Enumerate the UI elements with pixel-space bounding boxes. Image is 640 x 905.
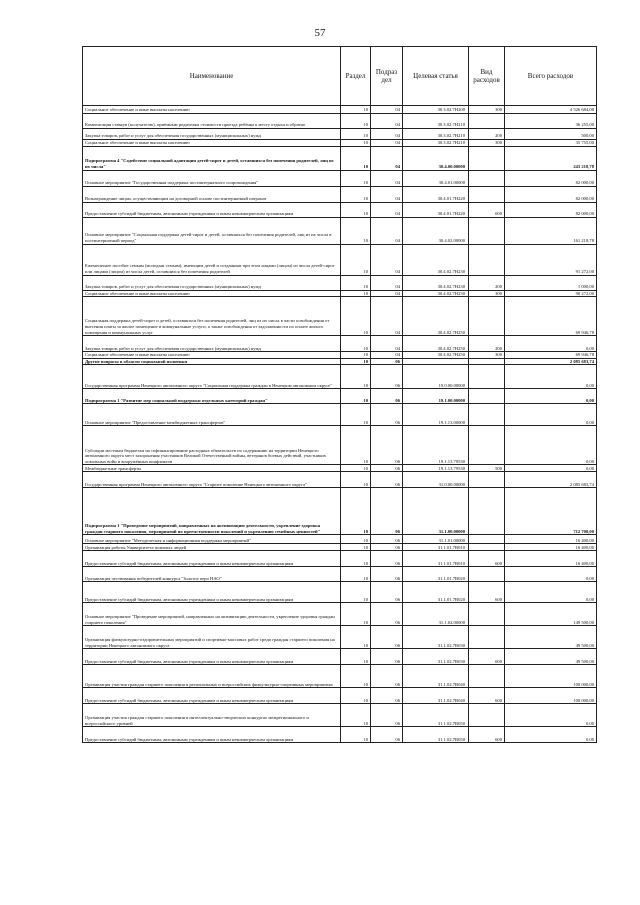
cell-total: 69 946,78 xyxy=(505,352,597,359)
table-row xyxy=(83,688,597,704)
cell-subsection: 06 xyxy=(371,358,403,365)
cell-section: 10 xyxy=(341,114,371,129)
cell-section: 10 xyxy=(341,297,371,336)
cell-target: 19.1.00.00000 xyxy=(403,389,469,404)
cell-section: 10 xyxy=(341,582,371,603)
cell-subsection: 06 xyxy=(371,535,403,544)
cell-total: 90 272,00 xyxy=(505,290,597,297)
cell-target: 30.3.02.7Н200 xyxy=(403,106,469,114)
cell-section: 10 xyxy=(341,336,371,352)
table-row xyxy=(83,727,597,743)
cell-total: 0,00 xyxy=(505,336,597,352)
cell-subsection: 04 xyxy=(371,290,403,297)
cell-section: 10 xyxy=(341,170,371,186)
cell-expense-type xyxy=(469,404,505,426)
cell-target: 30.4.02.7Н250 xyxy=(403,336,469,352)
cell-total: 69 946,78 xyxy=(505,297,597,336)
cell-expense-type xyxy=(469,535,505,544)
cell-section: 10 xyxy=(341,275,371,290)
cell-section: 10 xyxy=(341,217,371,244)
cell-total: 0,00 xyxy=(505,365,597,389)
cell-name: Предоставление субсидий бюджетным, автономным учреждениям и иным некоммерческим организациям xyxy=(83,582,341,603)
table-row xyxy=(83,603,597,626)
cell-total: 1 000,00 xyxy=(505,275,597,290)
cell-section: 10 xyxy=(341,727,371,743)
cell-section: 10 xyxy=(341,106,371,114)
cell-name: Основное мероприятие "Государственная поддержка постинтернатного сопровождения" xyxy=(83,170,341,186)
cell-total: 0,00 xyxy=(505,426,597,465)
cell-section: 10 xyxy=(341,626,371,649)
cell-name: Основное мероприятие "Методическая и информационная поддержка мероприятий" xyxy=(83,535,341,544)
cell-target: 19.1.13.79530 xyxy=(403,426,469,465)
table-header-row xyxy=(83,47,597,106)
cell-target: 31.1.00.00000 xyxy=(403,488,469,535)
cell-target: 31.1.02.7В050 xyxy=(403,704,469,727)
table-row xyxy=(83,186,597,202)
cell-name: Государственная программа Ненецкого автономного округа "Старшее поколение Ненецкого автономного округа" xyxy=(83,472,341,488)
cell-section: 10 xyxy=(341,365,371,389)
cell-total: 500,00 xyxy=(505,129,597,140)
cell-section: 10 xyxy=(341,688,371,704)
cell-expense-type xyxy=(469,567,505,582)
cell-name: Закупка товаров, работ и услуг для обеспечения государственных (муниципальных) нужд xyxy=(83,129,341,140)
cell-expense-type: 600 xyxy=(469,582,505,603)
cell-total: 4 526 684,08 xyxy=(505,106,597,114)
cell-target: 19.1.13.79530 xyxy=(403,465,469,472)
cell-section: 10 xyxy=(341,603,371,626)
cell-total: 16 400,00 xyxy=(505,535,597,544)
cell-total: 712 700,00 xyxy=(505,488,597,535)
cell-name: Предоставление субсидий бюджетным, автономным учреждениям и иным некоммерческим организациям xyxy=(83,727,341,743)
cell-section: 10 xyxy=(341,665,371,688)
table-row xyxy=(83,275,597,290)
cell-target: 30.4.02.7Н250 xyxy=(403,352,469,359)
cell-name: Ежемесячное пособие семьям (молодым семьям), имеющим детей и созданным при этом лицами (лицом) из числа детей-сирот или лицами (лицом) из числа детей, оставшихся без попечения родителей xyxy=(83,244,341,275)
cell-expense-type: 200 xyxy=(469,129,505,140)
cell-expense-type xyxy=(469,365,505,389)
cell-target: 30.4.01.7Н220 xyxy=(403,186,469,202)
cell-subsection: 04 xyxy=(371,140,403,147)
table-row xyxy=(83,704,597,727)
cell-total: 91 272,00 xyxy=(505,244,597,275)
table-row xyxy=(83,129,597,140)
cell-subsection: 06 xyxy=(371,688,403,704)
cell-name: Другие вопросы в области социальной политики xyxy=(83,358,341,365)
cell-expense-type xyxy=(469,358,505,365)
cell-subsection: 06 xyxy=(371,465,403,472)
cell-expense-type xyxy=(469,297,505,336)
cell-section: 10 xyxy=(341,186,371,202)
cell-expense-type: 600 xyxy=(469,202,505,217)
cell-subsection: 06 xyxy=(371,472,403,488)
budget-table xyxy=(82,46,597,743)
cell-section: 10 xyxy=(341,244,371,275)
cell-expense-type xyxy=(469,217,505,244)
cell-name: Подпрограмма 4 "Содействие социальной адаптации детей-сирот и детей, оставшихся без попечения родителей, лиц из их числа" xyxy=(83,146,341,170)
cell-expense-type: 300 xyxy=(469,352,505,359)
header-target: Целевая статья xyxy=(403,47,469,106)
table-row xyxy=(83,544,597,551)
cell-name: Предоставление субсидий бюджетным, автономным учреждениям и иным некоммерческим организациям xyxy=(83,551,341,567)
cell-target: 31.1.02.7В030 xyxy=(403,649,469,665)
cell-expense-type: 300 xyxy=(469,290,505,297)
cell-expense-type xyxy=(469,704,505,727)
cell-subsection: 06 xyxy=(371,551,403,567)
cell-expense-type: 600 xyxy=(469,688,505,704)
cell-target: 30.4.01.7Н220 xyxy=(403,202,469,217)
cell-section: 10 xyxy=(341,146,371,170)
cell-name: Компенсация ставкув (получателю), приёмным родителям стоимости проезда ребёнка к месту отдыха и обратно xyxy=(83,114,341,129)
table-row xyxy=(83,114,597,129)
cell-target: 19.1.13.00000 xyxy=(403,404,469,426)
table-row xyxy=(83,106,597,114)
cell-section: 10 xyxy=(341,404,371,426)
cell-expense-type xyxy=(469,114,505,129)
cell-expense-type: 600 xyxy=(469,551,505,567)
cell-target: 31.1.01.7В020 xyxy=(403,582,469,603)
cell-section: 10 xyxy=(341,544,371,551)
cell-name: Предоставление субсидий бюджетным, автономным учреждениям и иным некоммерческим организациям xyxy=(83,688,341,704)
cell-expense-type xyxy=(469,626,505,649)
cell-subsection: 04 xyxy=(371,244,403,275)
cell-subsection: 04 xyxy=(371,146,403,170)
cell-total: 149 500,00 xyxy=(505,603,597,626)
table-row xyxy=(83,202,597,217)
cell-section: 10 xyxy=(341,129,371,140)
cell-name: Социальная поддержка детей-сирот и детей, оставшихся без попечения родителей, лиц из их числа в части освобождения от внесения платы за жилое помещение и коммунальные услуги, а также освобождения от задолженности по оплате жилого помещения и коммунальных услуг xyxy=(83,297,341,336)
cell-expense-type: 300 xyxy=(469,106,505,114)
cell-total: 0,00 xyxy=(505,727,597,743)
cell-subsection: 04 xyxy=(371,217,403,244)
cell-section: 10 xyxy=(341,202,371,217)
cell-section: 10 xyxy=(341,472,371,488)
cell-subsection: 04 xyxy=(371,352,403,359)
table-row xyxy=(83,140,597,147)
cell-target: 31.1.01.00000 xyxy=(403,535,469,544)
header-total: Всего расходов xyxy=(505,47,597,106)
cell-name: Субсидии местным бюджетам на софинансирование расходных обязательств по содержанию на территории Ненецкого автономного округа мест захоронения участников Великой Отечественной войны, ветеранов боевых действий, участников локальных войн и вооружённых конфликтов xyxy=(83,426,341,465)
cell-subsection: 06 xyxy=(371,389,403,404)
table-row xyxy=(83,352,597,359)
cell-name: Предоставление субсидий бюджетным, автономным учреждениям и иным некоммерческим организациям xyxy=(83,202,341,217)
table-body xyxy=(83,106,597,743)
cell-subsection: 04 xyxy=(371,275,403,290)
cell-expense-type xyxy=(469,472,505,488)
cell-name: Организация физкультурно-оздоровительных мероприятий и спортивно-массовых работ среди граждан старшего поколения на территории Ненецкого автономного округа xyxy=(83,626,341,649)
cell-expense-type xyxy=(469,244,505,275)
cell-name: Социальное обеспечение и иные выплаты населению xyxy=(83,290,341,297)
table-row xyxy=(83,649,597,665)
cell-total: 100 000,00 xyxy=(505,688,597,704)
cell-target: 30.3.02.7Н210 xyxy=(403,129,469,140)
cell-total: 0,00 xyxy=(505,704,597,727)
table-row xyxy=(83,465,597,472)
cell-name: Организация чествования победителей конкурса "Золотое перо НАО" xyxy=(83,567,341,582)
cell-expense-type: 600 xyxy=(469,649,505,665)
table-row xyxy=(83,244,597,275)
cell-target: 30.4.02.7Н230 xyxy=(403,290,469,297)
cell-target: 19.0.00.00000 xyxy=(403,365,469,389)
cell-total: 0,00 xyxy=(505,582,597,603)
cell-expense-type xyxy=(469,389,505,404)
cell-section: 10 xyxy=(341,488,371,535)
cell-total: 82 000,00 xyxy=(505,170,597,186)
cell-name: Вознаграждение лицам, осуществляющим на договорной основе постинтернатный патронат xyxy=(83,186,341,202)
table-row xyxy=(83,365,597,389)
cell-total: 16 400,00 xyxy=(505,544,597,551)
cell-total: 161 218,78 xyxy=(505,217,597,244)
cell-target: 30.4.00.00000 xyxy=(403,146,469,170)
cell-name: Социальное обеспечение и иные выплаты населению xyxy=(83,140,341,147)
table-row xyxy=(83,290,597,297)
cell-section: 10 xyxy=(341,389,371,404)
cell-subsection: 06 xyxy=(371,582,403,603)
cell-name: Основное мероприятие "Проведение мероприятий, направленных на активизацию деятельности, укрепление здоровья граждан старшего поколения" xyxy=(83,603,341,626)
cell-total: 16 400,00 xyxy=(505,551,597,567)
table-row xyxy=(83,582,597,603)
cell-expense-type xyxy=(469,186,505,202)
cell-subsection: 06 xyxy=(371,426,403,465)
cell-subsection: 06 xyxy=(371,544,403,551)
cell-target: 30.4.01.00000 xyxy=(403,170,469,186)
cell-expense-type: 500 xyxy=(469,465,505,472)
cell-expense-type xyxy=(469,665,505,688)
cell-subsection: 06 xyxy=(371,649,403,665)
table-row xyxy=(83,170,597,186)
cell-section: 10 xyxy=(341,290,371,297)
cell-total: 100 000,00 xyxy=(505,665,597,688)
cell-section: 10 xyxy=(341,551,371,567)
cell-name: Закупка товаров, работ и услуг для обеспечения государственных (муниципальных) нужд xyxy=(83,336,341,352)
cell-section: 10 xyxy=(341,358,371,365)
table-row xyxy=(83,535,597,544)
cell-target: 31.0.00.00000 xyxy=(403,472,469,488)
cell-subsection: 04 xyxy=(371,129,403,140)
cell-name: Организация участия граждан старшего поколения в интеллектуально-творческих конкурсах межрегионального и всероссийского уровней xyxy=(83,704,341,727)
header-expense-type: Вид расходов xyxy=(469,47,505,106)
cell-name: Организация участия граждан старшего поколения в региональных и всероссийских физкультурно-спортивных мероприятиях xyxy=(83,665,341,688)
cell-name: Предоставление субсидий бюджетным, автономным учреждениям и иным некоммерческим организациям xyxy=(83,649,341,665)
cell-expense-type xyxy=(469,146,505,170)
cell-subsection: 06 xyxy=(371,603,403,626)
header-name: Наименование xyxy=(83,47,341,106)
cell-name: Организация работы Университета пожилых людей xyxy=(83,544,341,551)
cell-name: Подпрограмма 1 "Развитие мер социальной поддержки отдельных категорий граждан" xyxy=(83,389,341,404)
table-row xyxy=(83,217,597,244)
header-section: Раздел xyxy=(341,47,371,106)
table-row xyxy=(83,567,597,582)
cell-expense-type: 200 xyxy=(469,336,505,352)
cell-section: 10 xyxy=(341,535,371,544)
cell-expense-type xyxy=(469,544,505,551)
table-row xyxy=(83,665,597,688)
cell-section: 10 xyxy=(341,352,371,359)
cell-expense-type: 600 xyxy=(469,727,505,743)
cell-subsection: 06 xyxy=(371,567,403,582)
cell-target: 31.1.02.7В040 xyxy=(403,688,469,704)
table-row xyxy=(83,626,597,649)
cell-expense-type xyxy=(469,603,505,626)
cell-subsection: 04 xyxy=(371,297,403,336)
cell-subsection: 04 xyxy=(371,114,403,129)
cell-name: Социальное обеспечение и иные выплаты населению xyxy=(83,352,341,359)
cell-name: Закупка товаров, работ и услуг для обеспечения государственных (муниципальных) нужд xyxy=(83,275,341,290)
cell-name: Подпрограмма 1 "Проведение мероприятий, направленных на активизацию деятельности, укрепление здоровья граждан старшего поколения, мероприятий по преемственности поколений и укреплению семейных ценностей" xyxy=(83,488,341,535)
table-row xyxy=(83,358,597,365)
cell-target xyxy=(403,358,469,365)
cell-total: 0,00 xyxy=(505,404,597,426)
cell-section: 10 xyxy=(341,426,371,465)
cell-total: 35 755,00 xyxy=(505,140,597,147)
cell-target: 30.4.02.7Н250 xyxy=(403,297,469,336)
cell-expense-type: 200 xyxy=(469,275,505,290)
cell-total: 36 255,00 xyxy=(505,114,597,129)
cell-expense-type xyxy=(469,426,505,465)
cell-subsection: 06 xyxy=(371,727,403,743)
cell-subsection: 04 xyxy=(371,106,403,114)
table-row xyxy=(83,488,597,535)
cell-expense-type xyxy=(469,170,505,186)
cell-subsection: 06 xyxy=(371,365,403,389)
cell-section: 10 xyxy=(341,704,371,727)
table-row xyxy=(83,297,597,336)
table-row xyxy=(83,551,597,567)
table-row xyxy=(83,146,597,170)
cell-subsection: 04 xyxy=(371,186,403,202)
cell-total: 243 218,78 xyxy=(505,146,597,170)
cell-target: 30.4.02.00000 xyxy=(403,217,469,244)
cell-subsection: 06 xyxy=(371,404,403,426)
cell-name: Основное мероприятие "Предоставление межбюджетных трансфертов" xyxy=(83,404,341,426)
cell-total: 49 500,00 xyxy=(505,649,597,665)
cell-total: 82 000,00 xyxy=(505,186,597,202)
cell-expense-type xyxy=(469,488,505,535)
cell-total: 2 085 683,74 xyxy=(505,472,597,488)
cell-name: Основное мероприятие "Социальная поддержка детей-сирот и детей, оставшихся без попечения родителей, лиц из их числа в постинтернатный период" xyxy=(83,217,341,244)
table-row xyxy=(83,426,597,465)
cell-section: 10 xyxy=(341,465,371,472)
cell-subsection: 06 xyxy=(371,626,403,649)
cell-subsection: 06 xyxy=(371,704,403,727)
cell-expense-type: 300 xyxy=(469,140,505,147)
cell-target: 31.1.02.00000 xyxy=(403,603,469,626)
cell-total: 0,00 xyxy=(505,389,597,404)
cell-total: 0,00 xyxy=(505,567,597,582)
cell-target: 30.4.02.7Н230 xyxy=(403,244,469,275)
table-row xyxy=(83,336,597,352)
cell-subsection: 04 xyxy=(371,336,403,352)
cell-total: 0,00 xyxy=(505,465,597,472)
cell-target: 31.1.01.7В010 xyxy=(403,551,469,567)
cell-target: 31.1.01.7В020 xyxy=(403,567,469,582)
cell-target: 30.4.02.7Н230 xyxy=(403,275,469,290)
cell-section: 10 xyxy=(341,567,371,582)
cell-target: 31.1.01.7В010 xyxy=(403,544,469,551)
cell-total: 82 000,00 xyxy=(505,202,597,217)
cell-target: 31.1.02.7В050 xyxy=(403,727,469,743)
cell-section: 10 xyxy=(341,140,371,147)
cell-subsection: 06 xyxy=(371,665,403,688)
table-row xyxy=(83,472,597,488)
cell-target: 31.1.02.7В040 xyxy=(403,665,469,688)
cell-name: Государственная программа Ненецкого автономного округа "Социальная поддержка граждан в Ненецком автономном округе" xyxy=(83,365,341,389)
cell-target: 31.1.02.7В030 xyxy=(403,626,469,649)
cell-total: 49 500,00 xyxy=(505,626,597,649)
table-row xyxy=(83,404,597,426)
page-number: 57 xyxy=(314,27,326,39)
cell-subsection: 04 xyxy=(371,170,403,186)
cell-subsection: 06 xyxy=(371,488,403,535)
cell-subsection: 04 xyxy=(371,202,403,217)
cell-total: 2 085 683,74 xyxy=(505,358,597,365)
cell-target: 30.3.02.7Н210 xyxy=(403,114,469,129)
cell-section: 10 xyxy=(341,649,371,665)
cell-name: Социальное обеспечение и иные выплаты населению xyxy=(83,106,341,114)
cell-target: 30.3.02.7Н210 xyxy=(403,140,469,147)
header-subsection: Подраз дел xyxy=(371,47,403,106)
cell-name: Межбюджетные трансферты xyxy=(83,465,341,472)
table-row xyxy=(83,389,597,404)
